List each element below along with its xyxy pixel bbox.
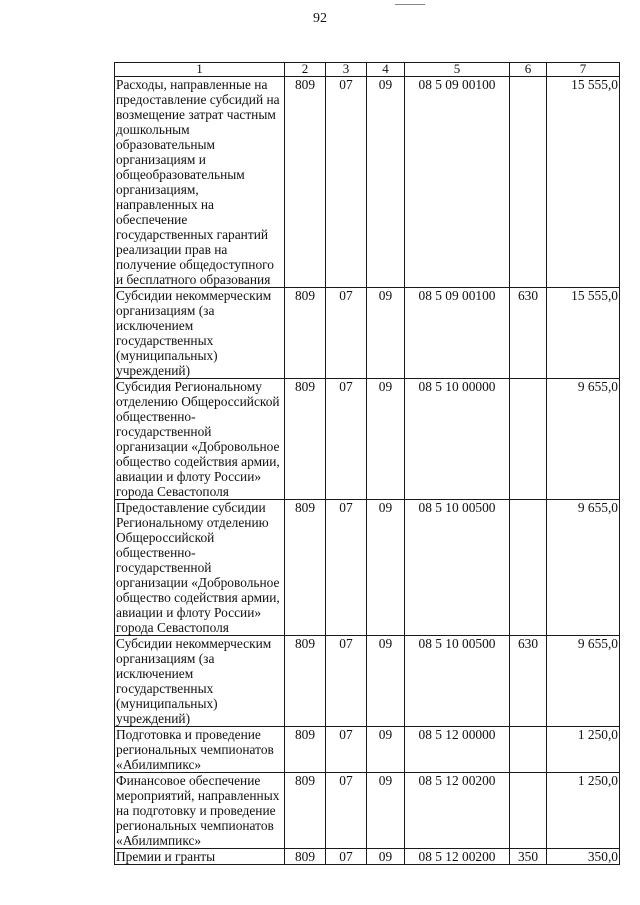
row-subsection-code: 09 (367, 636, 405, 727)
row-expense-type: 630 (510, 288, 547, 379)
column-header-4: 4 (367, 63, 405, 77)
row-name: Финансовое обеспечение мероприятий, направленных на подготовку и проведение региональных чемпионатов «Абилимпикс» (115, 773, 285, 849)
row-name: Предоставление субсидии Региональному отделению Общероссийской общественно-государственной организации «Добровольное общество содействия армии, авиации и флоту России» города Севастополя (115, 500, 285, 636)
row-ministry-code: 809 (285, 500, 326, 636)
column-header-1: 1 (115, 63, 285, 77)
row-amount: 9 655,0 (547, 636, 620, 727)
row-target-article: 08 5 12 00200 (405, 849, 510, 865)
column-header-3: 3 (326, 63, 367, 77)
row-section-code: 07 (326, 849, 367, 865)
row-section-code: 07 (326, 288, 367, 379)
row-section-code: 07 (326, 773, 367, 849)
row-subsection-code: 09 (367, 773, 405, 849)
table-row (115, 288, 620, 379)
row-ministry-code: 809 (285, 727, 326, 773)
row-name: Субсидии некоммерческим организациям (за исключением государственных (муниципальных) учреждений) (115, 288, 285, 379)
row-section-code: 07 (326, 727, 367, 773)
row-section-code: 07 (326, 636, 367, 727)
row-target-article: 08 5 12 00200 (405, 773, 510, 849)
table-header-row (115, 63, 620, 77)
row-target-article: 08 5 12 00000 (405, 727, 510, 773)
row-ministry-code: 809 (285, 77, 326, 288)
row-target-article: 08 5 10 00500 (405, 500, 510, 636)
row-ministry-code: 809 (285, 636, 326, 727)
table-row (115, 727, 620, 773)
budget-table (114, 62, 620, 865)
row-ministry-code: 809 (285, 849, 326, 865)
column-header-7: 7 (547, 63, 620, 77)
row-target-article: 08 5 10 00000 (405, 379, 510, 500)
row-subsection-code: 09 (367, 727, 405, 773)
row-name: Подготовка и проведение региональных чемпионатов «Абилимпикс» (115, 727, 285, 773)
column-header-2: 2 (285, 63, 326, 77)
row-subsection-code: 09 (367, 849, 405, 865)
row-ministry-code: 809 (285, 379, 326, 500)
table-row (115, 849, 620, 865)
row-name: Субсидия Региональному отделению Общероссийской общественно-государственной организации «Добровольное общество содействия армии, авиации и флоту России» города Севастополя (115, 379, 285, 500)
row-section-code: 07 (326, 77, 367, 288)
row-subsection-code: 09 (367, 77, 405, 288)
row-target-article: 08 5 10 00500 (405, 636, 510, 727)
row-ministry-code: 809 (285, 773, 326, 849)
table-row (115, 77, 620, 288)
row-name: Субсидии некоммерческим организациям (за исключением государственных (муниципальных) учреждений) (115, 636, 285, 727)
column-header-5: 5 (405, 63, 510, 77)
row-amount: 15 555,0 (547, 77, 620, 288)
row-expense-type (510, 727, 547, 773)
scan-artifact-line (395, 4, 425, 5)
table-row (115, 500, 620, 636)
row-expense-type (510, 773, 547, 849)
row-expense-type (510, 379, 547, 500)
column-header-6: 6 (510, 63, 547, 77)
row-amount: 1 250,0 (547, 727, 620, 773)
row-target-article: 08 5 09 00100 (405, 288, 510, 379)
row-subsection-code: 09 (367, 379, 405, 500)
page-number: 92 (313, 11, 327, 26)
row-expense-type (510, 77, 547, 288)
table-row (115, 773, 620, 849)
row-subsection-code: 09 (367, 500, 405, 636)
row-expense-type (510, 500, 547, 636)
row-amount: 1 250,0 (547, 773, 620, 849)
row-section-code: 07 (326, 500, 367, 636)
row-amount: 350,0 (547, 849, 620, 865)
row-amount: 9 655,0 (547, 379, 620, 500)
table-row (115, 636, 620, 727)
row-section-code: 07 (326, 379, 367, 500)
row-name: Премии и гранты (115, 849, 285, 865)
row-expense-type: 630 (510, 636, 547, 727)
row-name: Расходы, направленные на предоставление субсидий на возмещение затрат частным дошкольным образовательным организациям и общеобразовательным организациям, направленных на обеспечение государственных гарантий реализации прав на получение общедоступного и бесплатного образования (115, 77, 285, 288)
row-subsection-code: 09 (367, 288, 405, 379)
row-target-article: 08 5 09 00100 (405, 77, 510, 288)
row-amount: 9 655,0 (547, 500, 620, 636)
row-ministry-code: 809 (285, 288, 326, 379)
row-expense-type: 350 (510, 849, 547, 865)
row-amount: 15 555,0 (547, 288, 620, 379)
table-row (115, 379, 620, 500)
